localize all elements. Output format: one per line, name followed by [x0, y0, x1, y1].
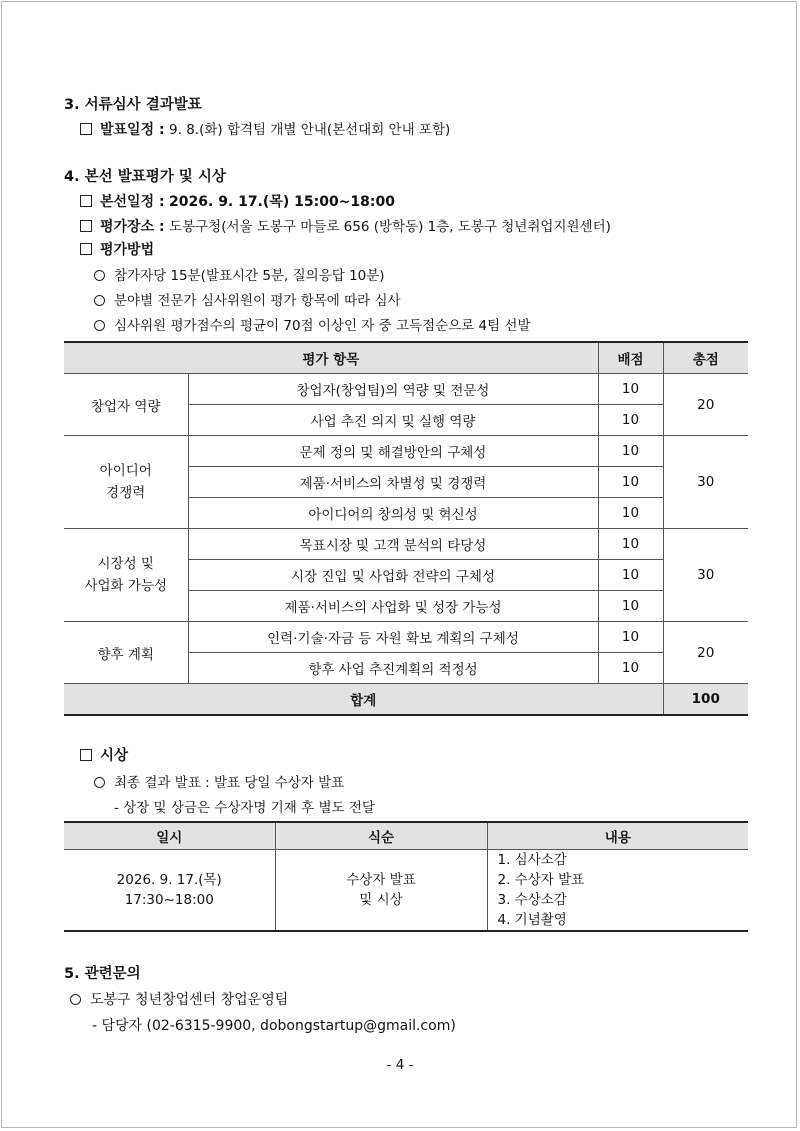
table-row [64, 529, 748, 560]
date-cell [64, 850, 275, 932]
item-cell: 인력·기술·자금 등 자원 확보 계획의 구체성 [188, 622, 598, 653]
circle-bullet-icon [94, 777, 105, 788]
header-content: 내용 [487, 822, 748, 850]
s4-place-value: 도봉구청(서울 도봉구 마들로 656 (방학동) 1층, 도봉구 청년취업지원센터) [169, 219, 611, 235]
award-title: 시상 [100, 748, 129, 764]
item-cell: 향후 사업 추진계획의 적정성 [188, 653, 598, 684]
s5-contact: - 담당자 (02-6315-9900, dobongstartup@gmail.com) [92, 1018, 456, 1034]
header-points: 배점 [598, 342, 663, 374]
s3-schedule-label: 발표일정 : [100, 122, 165, 138]
s4-date-value: 2026. 9. 17.(목) 15:00~18:00 [169, 194, 395, 210]
category-cell [64, 529, 188, 622]
sum-value: 100 [663, 684, 748, 716]
total-cell: 30 [663, 529, 748, 622]
s5-org-line [70, 989, 288, 1009]
section-4-title: 4. 본선 발표평가 및 시상 [64, 169, 226, 185]
checkbox-square-icon [80, 243, 92, 255]
points-cell: 10 [598, 498, 663, 529]
s3-schedule-value: 9. 8.(화) 합격팀 개별 안내(본선대회 안내 포함) [169, 122, 451, 138]
s5-org-text: 도봉구 청년창업센터 창업운영팀 [90, 992, 289, 1008]
checkbox-square-icon [80, 220, 92, 232]
content-item: 2. 수상자 발표 [497, 872, 585, 888]
total-cell: 20 [663, 622, 748, 684]
total-cell: 20 [663, 374, 748, 436]
s4-date-label: 본선일정 : [100, 194, 165, 210]
circle-bullet-icon [70, 994, 81, 1005]
points-cell: 10 [598, 591, 663, 622]
content-item: 4. 기념촬영 [497, 912, 567, 928]
category-cell [64, 436, 188, 529]
method-item-text: 참가자당 15분(발표시간 5분, 질의응답 10분) [114, 268, 385, 284]
method-item [94, 314, 531, 334]
circle-bullet-icon [94, 295, 105, 306]
sum-label: 합계 [64, 684, 663, 716]
item-cell: 제품·서비스의 사업화 및 성장 가능성 [188, 591, 598, 622]
category-text: 창업자 역량 [91, 398, 161, 415]
s4-place-label: 평가장소 : [100, 219, 165, 235]
item-cell: 제품·서비스의 차별성 및 경쟁력 [188, 467, 598, 498]
points-cell: 10 [598, 405, 663, 436]
points-cell: 10 [598, 467, 663, 498]
award-schedule-table [64, 821, 748, 932]
order-text: 수상자 발표 및 시상 [346, 872, 416, 908]
table-row [64, 850, 748, 932]
points-cell: 10 [598, 374, 663, 405]
points-cell: 10 [598, 622, 663, 653]
category-cell [64, 622, 188, 684]
s4-method-line [80, 239, 154, 259]
s3-schedule-line [80, 118, 450, 139]
s4-place-line [80, 215, 611, 236]
method-item-text: 심사위원 평가점수의 평균이 70점 이상인 자 중 고득점순으로 4팀 선발 [114, 318, 531, 334]
category-text: 아이디어 경쟁력 [99, 463, 152, 501]
award-title-line [80, 744, 128, 765]
table-header-row [64, 342, 748, 374]
content-item: 3. 수상소감 [497, 892, 567, 908]
method-item [94, 289, 401, 309]
category-text: 향후 계획 [97, 646, 154, 663]
item-cell: 창업자(창업팀)의 역량 및 전문성 [188, 374, 598, 405]
category-text: 시장성 및 사업화 가능성 [84, 556, 168, 594]
points-cell: 10 [598, 653, 663, 684]
item-cell: 목표시장 및 고객 분석의 타당성 [188, 529, 598, 560]
item-cell: 문제 정의 및 해결방안의 구체성 [188, 436, 598, 467]
circle-bullet-icon [94, 320, 105, 331]
table-header-row [64, 822, 748, 850]
item-cell: 아이디어의 창의성 및 혁신성 [188, 498, 598, 529]
page-number: - 4 - [386, 1057, 414, 1073]
header-date: 일시 [64, 822, 275, 850]
order-cell [275, 850, 487, 932]
points-cell: 10 [598, 436, 663, 467]
table-row [64, 374, 748, 405]
header-total: 총점 [663, 342, 748, 374]
date-text: 2026. 9. 17.(목) 17:30~18:00 [116, 872, 222, 908]
award-line-1 [94, 771, 344, 791]
evaluation-table [64, 341, 748, 716]
item-cell: 사업 추진 의지 및 실행 역량 [188, 405, 598, 436]
method-item [94, 264, 385, 284]
s4-method-label: 평가방법 [100, 242, 155, 258]
section-3-title: 3. 서류심사 결과발표 [64, 97, 202, 113]
category-cell [64, 374, 188, 436]
total-cell: 30 [663, 436, 748, 529]
method-item-text: 분야별 전문가 심사위원이 평가 항목에 따라 심사 [114, 293, 401, 309]
award-line-2: - 상장 및 상금은 수상자명 기재 후 별도 전달 [114, 800, 375, 816]
section-5-title: 5. 관련문의 [64, 966, 141, 982]
circle-bullet-icon [94, 270, 105, 281]
header-eval-item: 평가 항목 [64, 342, 598, 374]
s4-date-line [80, 191, 395, 211]
checkbox-square-icon [80, 123, 92, 135]
item-cell: 시장 진입 및 사업화 전략의 구체성 [188, 560, 598, 591]
table-row [64, 622, 748, 653]
checkbox-square-icon [80, 749, 92, 761]
content-item: 1. 심사소감 [497, 852, 567, 868]
award-line-1-text: 최종 결과 발표 : 발표 당일 수상자 발표 [114, 775, 345, 791]
header-order: 식순 [275, 822, 487, 850]
checkbox-square-icon [80, 195, 92, 207]
table-row [64, 436, 748, 467]
content-cell [487, 850, 748, 932]
points-cell: 10 [598, 560, 663, 591]
points-cell: 10 [598, 529, 663, 560]
table-sum-row [64, 684, 748, 716]
